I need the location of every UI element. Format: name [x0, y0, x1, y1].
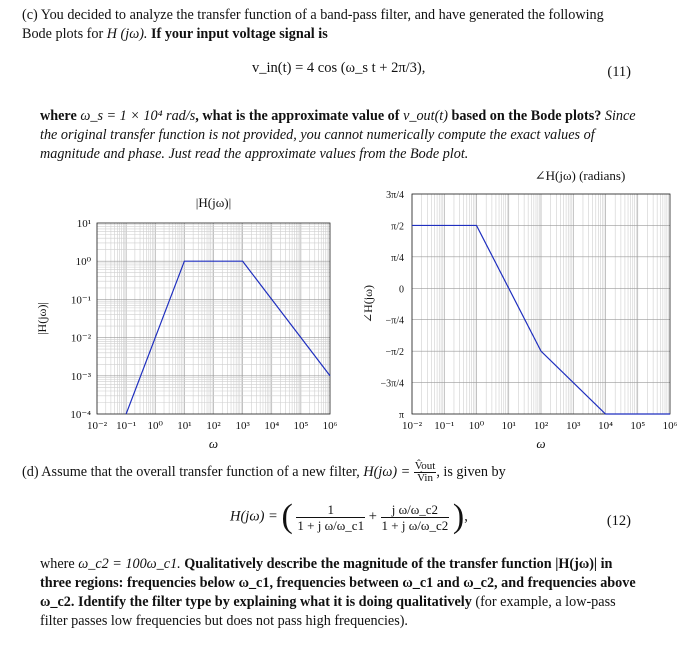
y-tick-label: −3π/4: [380, 378, 404, 390]
y-tick-label: 0: [399, 284, 404, 296]
x-tick-label: 10⁻²: [86, 420, 108, 432]
x-axis-label: ω: [208, 436, 219, 451]
equation-11-number: (11): [607, 64, 631, 80]
x-tick-label: 10⁴: [264, 420, 280, 432]
x-tick-label: 10¹: [501, 420, 516, 432]
equation-11: v_in(t) = 4 cos (ω_s t + 2π/3),: [252, 60, 426, 76]
x-tick-label: 10⁴: [598, 420, 613, 432]
y-tick-label: π/4: [391, 252, 404, 264]
y-tick-label: 10¹: [76, 218, 91, 230]
equation-12: H(jω) = ( $\frac{1}{\text{1 + j ω/ω\_c1}}$ + $\frac{\text{j ω/ω\_c2}}{\text{1 + j ω/ω\_c2}}$ ),: [230, 498, 468, 535]
eq12-term1: [296, 502, 365, 533]
x-tick-label: 10⁻¹: [434, 420, 455, 432]
x-tick-label: 10¹: [177, 420, 192, 432]
y-axis-label: |H(jω)|: [35, 302, 49, 335]
eq12-term2: [381, 502, 450, 533]
part-c-intro-math: H (jω).: [106, 26, 148, 42]
x-tick-label: 10⁶: [322, 420, 338, 432]
part-d-question: [40, 555, 636, 631]
chart-title: |H(jω)|: [195, 195, 232, 210]
y-tick-label: 10⁻²: [70, 332, 91, 345]
part-c-intro-bold: If your input voltage signal is: [147, 26, 328, 42]
part-d-intro-math: H(jω) =: [363, 463, 411, 480]
part-d-intro-a: (d) Assume that the overall transfer function of a new filter,: [22, 463, 364, 480]
part-d-body-bold: Qualitatively describe the magnitude of the transfer function |H(jω)| in three regions: frequencies below ω_c1, frequencies between ω_c1 and ω_c2, and frequencies above ω_c2. Identify the filter type by explaining what it is doing qualitatively: [40, 556, 636, 610]
x-tick-label: 10³: [566, 420, 581, 432]
y-tick-label: 3π/4: [386, 190, 404, 201]
y-tick-label: −π/4: [385, 315, 404, 327]
x-tick-label: 10⁵: [293, 420, 309, 432]
part-c-intro-text: (c) You decided to analyze the transfer function of a band-pass filter, and have generated the following Bode plots for: [22, 7, 604, 42]
y-tick-label: −π/2: [385, 347, 404, 359]
part-d-body-a: where: [40, 556, 79, 572]
eq12-lhs: H(jω) =: [230, 508, 278, 525]
x-tick-label: 10²: [533, 420, 549, 432]
where-bold-c: based on the Bode plots?: [447, 108, 602, 124]
x-tick-label: 10⁶: [662, 420, 678, 432]
equation-12-number: (12): [606, 513, 631, 529]
x-tick-label: 10⁻²: [401, 420, 423, 432]
x-axis-label: ω: [536, 436, 546, 451]
y-tick-label: 10⁰: [75, 256, 91, 269]
y-tick-label: 10⁻⁴: [70, 409, 91, 421]
where-math: ω_s = 1 × 10⁴ rad/s: [80, 108, 196, 124]
y-axis-label: ∠H(jω): [361, 285, 375, 323]
eq12-plus: +: [368, 508, 377, 525]
y-tick-label: 10⁻³: [70, 370, 91, 383]
where-vout: v_out(t): [403, 108, 448, 124]
part-d-body-c: (for example, a low-pass filter passes low frequencies but does not pass high frequencies).: [40, 594, 616, 629]
x-tick-label: 10⁵: [630, 420, 646, 432]
eq12-term2-den: 1 + j ω/ω_c2: [381, 517, 449, 533]
eq12-term1-num: 1: [296, 502, 365, 518]
y-tick-label: π: [398, 410, 404, 421]
chart-title: ∠H(jω) (radians): [534, 168, 626, 183]
y-tick-label: 10⁻¹: [70, 294, 91, 307]
magnitude-bode-plot: [30, 185, 350, 455]
x-tick-label: 10⁰: [468, 420, 485, 432]
part-c-intro: [22, 6, 636, 44]
x-tick-label: 10⁰: [147, 420, 163, 432]
vout-vin-fraction: [414, 461, 437, 484]
where-italic: Since the original transfer function is not provided, you cannot numerically compute the exact values of magnitude and phase. Just read the approximate values from the Bode plot.: [40, 108, 636, 162]
where-bold-b: , what is the approximate value of: [195, 108, 404, 124]
part-d-intro-b: , is given by: [436, 463, 506, 480]
phase-bode-plot: [350, 165, 681, 455]
y-tick-label: π/2: [391, 221, 404, 233]
part-c-question: [40, 107, 636, 164]
x-tick-label: 10³: [235, 420, 250, 432]
eq12-term2-num: j ω/ω_c2: [381, 502, 450, 518]
x-tick-label: 10⁻¹: [116, 420, 137, 432]
part-d-body-math: ω_c2 = 100ω_c1.: [78, 556, 181, 572]
where-bold-a: where: [40, 108, 81, 124]
frac-vin: V̂in: [417, 472, 433, 484]
eq12-term1-den: 1 + j ω/ω_c1: [297, 517, 365, 533]
frac-vout: V̂out: [414, 460, 436, 472]
x-tick-label: 10²: [206, 420, 221, 432]
part-d-intro: [22, 461, 636, 484]
